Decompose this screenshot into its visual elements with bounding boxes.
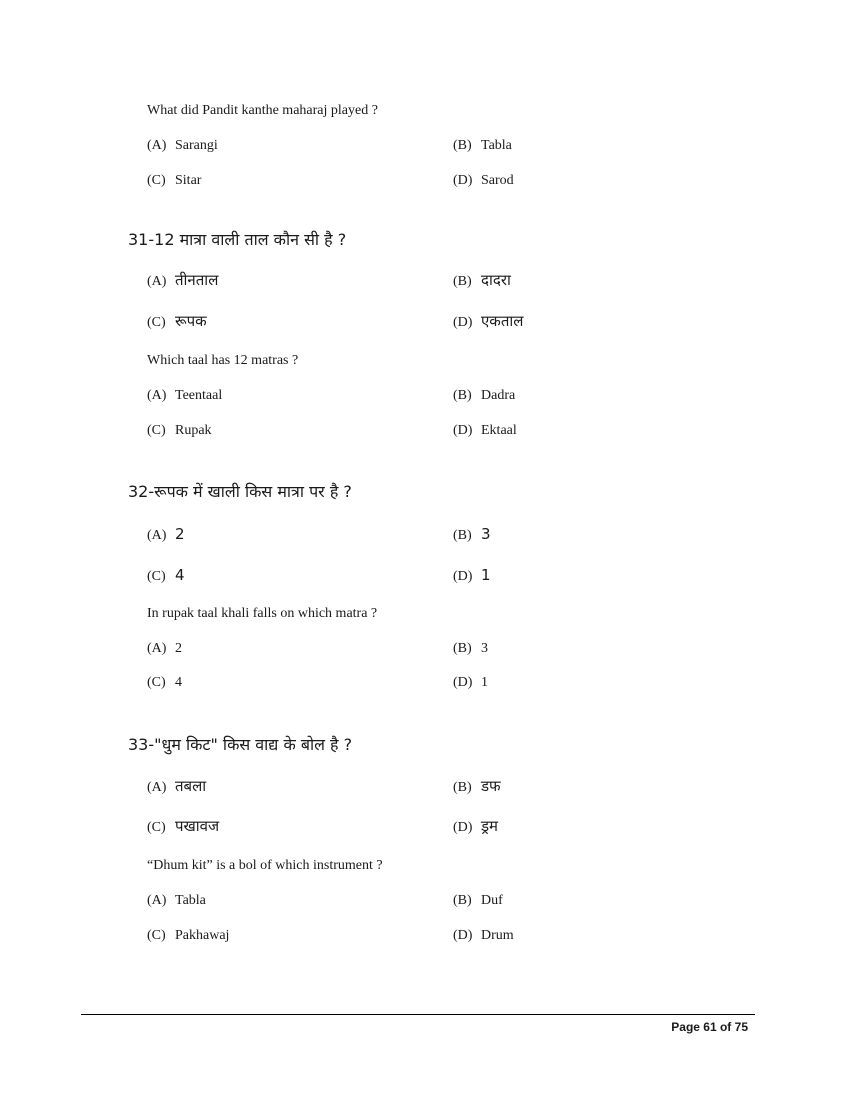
option-label: (B) bbox=[453, 780, 472, 795]
q30-en-option-a bbox=[147, 137, 218, 155]
footer-divider bbox=[81, 1014, 755, 1015]
option-text: Dadra bbox=[481, 388, 516, 403]
option-text: Pakhawaj bbox=[175, 928, 230, 943]
option-label: (B) bbox=[453, 388, 472, 403]
q32-hi-option-b bbox=[453, 525, 491, 545]
q31-en-option-c bbox=[147, 422, 212, 440]
option-label: (C) bbox=[147, 569, 166, 584]
q31-en-option-d bbox=[453, 422, 517, 440]
option-text: 4 bbox=[175, 675, 182, 690]
option-label: (D) bbox=[453, 173, 473, 188]
q32-hi-option-a bbox=[147, 525, 185, 545]
option-label: (A) bbox=[147, 893, 167, 908]
option-label: (B) bbox=[453, 893, 472, 908]
page-number: Page 61 of 75 bbox=[671, 1020, 748, 1034]
option-text: Rupak bbox=[175, 423, 212, 438]
q31-hi-option-a bbox=[147, 271, 218, 291]
option-label: (A) bbox=[147, 388, 167, 403]
q32-english-question: In rupak taal khali falls on which matra ? bbox=[147, 606, 378, 621]
option-label: (C) bbox=[147, 928, 166, 943]
option-text: 2 bbox=[175, 641, 182, 656]
option-text: पखावज bbox=[175, 817, 220, 835]
option-label: (B) bbox=[453, 528, 472, 543]
q33-en-option-c bbox=[147, 927, 229, 945]
q33-en-option-a bbox=[147, 892, 206, 910]
option-text: डफ bbox=[481, 777, 501, 795]
q31-hi-option-c bbox=[147, 312, 207, 332]
q33-en-option-b bbox=[453, 892, 503, 910]
option-text: Tabla bbox=[175, 893, 206, 908]
option-label: (D) bbox=[453, 569, 473, 584]
option-text: 1 bbox=[481, 675, 488, 690]
option-label: (C) bbox=[147, 675, 166, 690]
option-label: (C) bbox=[147, 820, 166, 835]
option-label: (C) bbox=[147, 423, 166, 438]
q33-hi-option-a bbox=[147, 777, 206, 797]
option-label: (A) bbox=[147, 641, 167, 656]
option-text: Sitar bbox=[175, 173, 202, 188]
option-label: (C) bbox=[147, 315, 166, 330]
option-label: (D) bbox=[453, 423, 473, 438]
q30-en-option-c bbox=[147, 172, 201, 190]
q30-english-question: What did Pandit kanthe maharaj played ? bbox=[147, 103, 378, 118]
option-text: 4 bbox=[175, 566, 185, 584]
option-text: Drum bbox=[481, 928, 514, 943]
q31-en-option-b bbox=[453, 387, 515, 405]
option-text: 3 bbox=[481, 641, 488, 656]
option-text: एकताल bbox=[481, 312, 524, 330]
q32-en-option-d bbox=[453, 674, 488, 692]
option-text: Sarod bbox=[481, 173, 514, 188]
option-label: (A) bbox=[147, 138, 167, 153]
option-text: दादरा bbox=[481, 271, 511, 289]
q31-hindi-question: 31-12 मात्रा वाली ताल कौन सी है ? bbox=[128, 230, 347, 249]
option-label: (A) bbox=[147, 528, 167, 543]
option-text: तबला bbox=[175, 777, 207, 795]
option-text: Ektaal bbox=[481, 423, 517, 438]
q32-en-option-a bbox=[147, 640, 182, 658]
option-label: (D) bbox=[453, 675, 473, 690]
option-text: रूपक bbox=[175, 312, 207, 330]
q33-en-option-d bbox=[453, 927, 514, 945]
option-text: तीनताल bbox=[175, 271, 219, 289]
q32-hindi-question: 32-रूपक में खाली किस मात्रा पर है ? bbox=[128, 482, 352, 501]
option-text: Duf bbox=[481, 893, 503, 908]
option-label: (A) bbox=[147, 780, 167, 795]
option-text: 2 bbox=[175, 525, 185, 543]
q33-hi-option-c bbox=[147, 817, 219, 837]
option-text: Tabla bbox=[481, 138, 512, 153]
q32-en-option-c bbox=[147, 674, 182, 692]
q30-en-option-b bbox=[453, 137, 512, 155]
option-label: (B) bbox=[453, 138, 472, 153]
option-label: (B) bbox=[453, 641, 472, 656]
option-text: ड्रम bbox=[481, 817, 498, 835]
option-label: (B) bbox=[453, 274, 472, 289]
q32-en-option-b bbox=[453, 640, 488, 658]
q33-hi-option-b bbox=[453, 777, 501, 797]
q30-en-option-d bbox=[453, 172, 514, 190]
option-text: 1 bbox=[481, 566, 491, 584]
q32-hi-option-d bbox=[453, 566, 491, 586]
option-text: Sarangi bbox=[175, 138, 218, 153]
q31-hi-option-b bbox=[453, 271, 511, 291]
option-text: Teentaal bbox=[175, 388, 223, 403]
option-text: 3 bbox=[481, 525, 491, 543]
option-label: (D) bbox=[453, 315, 473, 330]
option-label: (D) bbox=[453, 820, 473, 835]
option-label: (D) bbox=[453, 928, 473, 943]
option-label: (C) bbox=[147, 173, 166, 188]
q33-hi-option-d bbox=[453, 817, 498, 837]
q31-english-question: Which taal has 12 matras ? bbox=[147, 353, 299, 368]
q31-hi-option-d bbox=[453, 312, 523, 332]
q32-hi-option-c bbox=[147, 566, 185, 586]
q31-en-option-a bbox=[147, 387, 222, 405]
q33-english-question: “Dhum kit” is a bol of which instrument ? bbox=[147, 858, 383, 873]
option-label: (A) bbox=[147, 274, 167, 289]
q33-hindi-question: 33-"धुम किट" किस वाद्य के बोल है ? bbox=[128, 735, 353, 754]
